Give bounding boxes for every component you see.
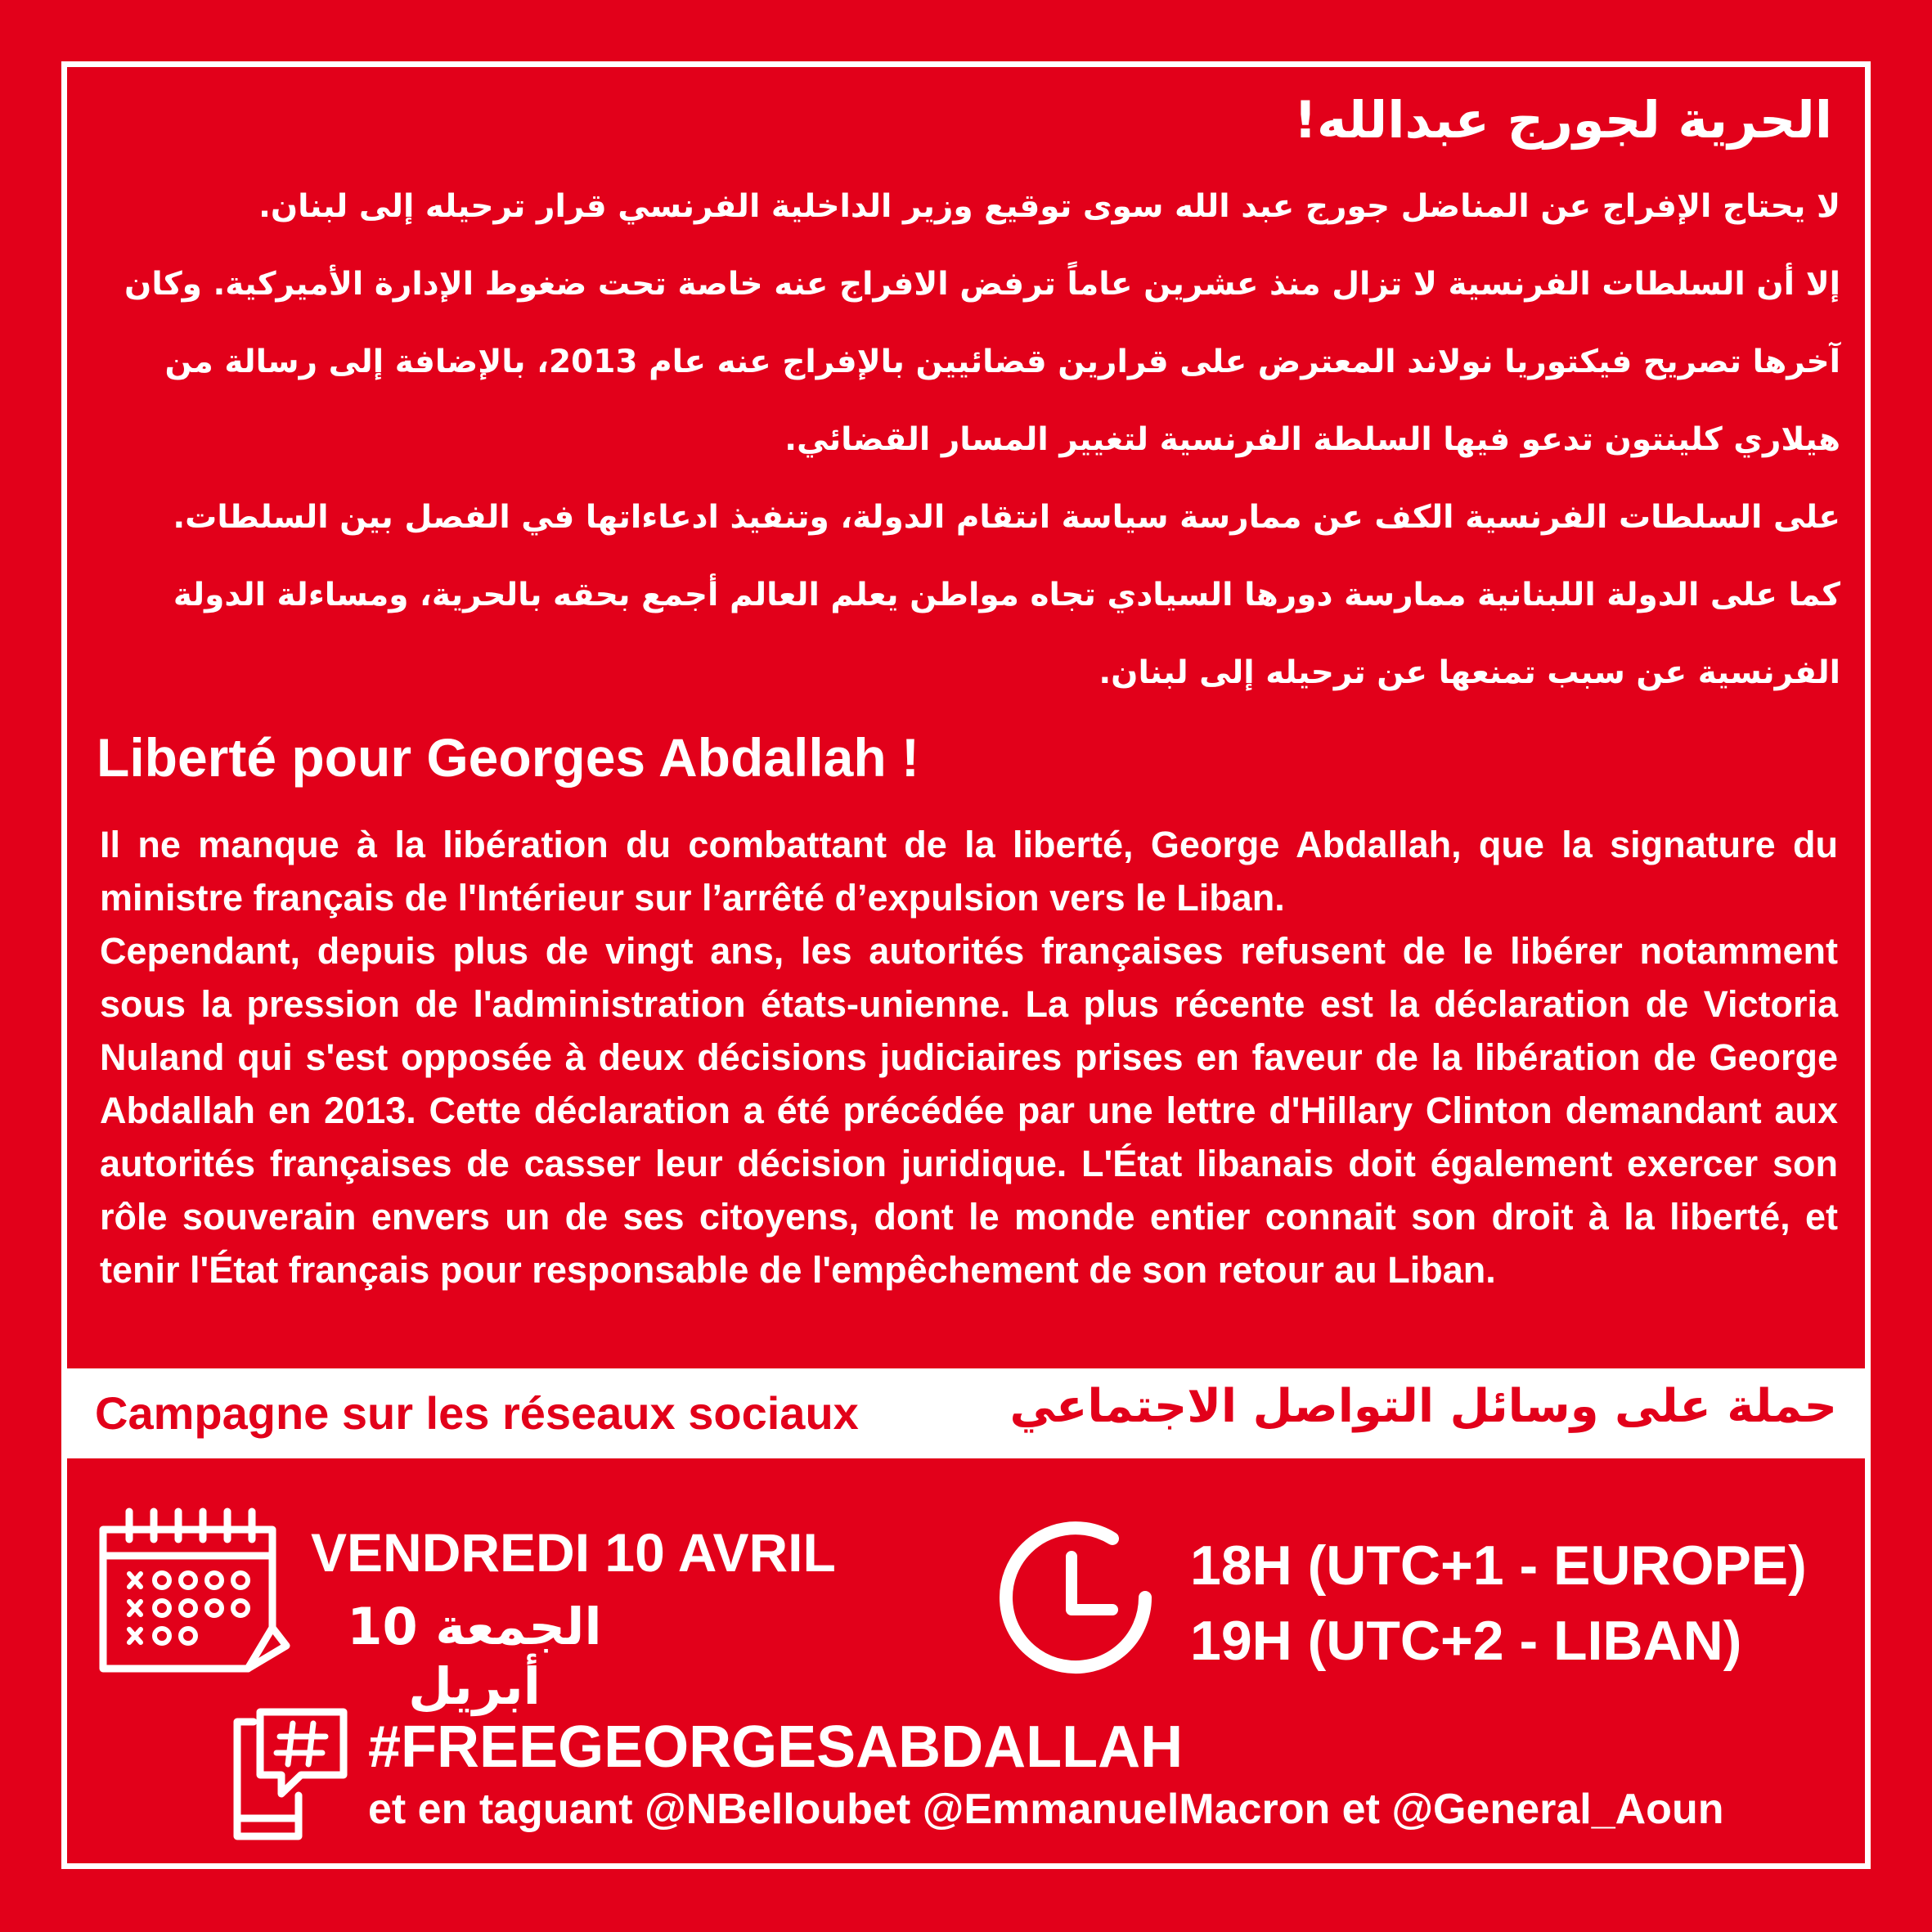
arabic-line: الفرنسية عن سبب تمنعها عن ترحيله إلى لبنان. <box>1099 654 1840 691</box>
event-date <box>311 1521 836 1716</box>
french-body <box>100 818 1838 1296</box>
arabic-line: هيلاري كلينتون تدعو فيها السلطة الفرنسية لتغيير المسار القضائي. <box>784 421 1840 458</box>
french-paragraph-1: Il ne manque à la libération du combattant de la liberté, George Abdallah, que la signature du ministre français de l'Intérieur sur l’arrêté d’expulsion vers le Liban. <box>100 824 1838 919</box>
campaign-label-fr: Campagne sur les réseaux sociaux <box>95 1387 859 1439</box>
arabic-line: إلا أن السلطات الفرنسية لا تزال منذ عشرين عاماً ترفض الافراج عنه خاصة تحت ضغوط الإدارة الأميركية. وكان <box>124 266 1840 303</box>
campaign-label-ar: حملة على وسائل التواصل الاجتماعي <box>1009 1380 1837 1433</box>
clock-icon <box>990 1512 1161 1683</box>
campaign-band <box>67 1368 1865 1458</box>
time-liban: 19H (UTC+2 - LIBAN) <box>1190 1610 1742 1672</box>
french-title: Liberté pour Georges Abdallah ! <box>97 727 920 788</box>
arabic-section <box>115 90 1840 712</box>
campaign-hashtag: #FREEGEORGESABDALLAH <box>368 1714 1184 1780</box>
phone-hashtag-icon <box>229 1705 352 1844</box>
calendar-icon <box>97 1505 293 1677</box>
french-paragraph-2: Cependant, depuis plus de vingt ans, les autorités françaises refusent de le libérer notamment sous la pression de l'administration états-unienne. La plus récente est la déclaration de Victoria Nuland qui s'est opposée à deux décisions judiciaires prises en faveur de la libération de George Abdallah en 2013. Cette déclaration a été précédée par une lettre d'Hillary Clinton demandant aux autorités françaises de casser leur décision juridique. L'État libanais doit également exercer son rôle souverain envers un de ses citoyens, dont le monde entier connait son droit à la liberté, et tenir l'État français pour responsable de l'empêchement de son retour au Liban. <box>100 930 1838 1291</box>
arabic-line: كما على الدولة اللبنانية ممارسة دورها السيادي تجاه مواطن يعلم العالم أجمع بحقه بالحرية، ومساءلة الدولة <box>173 577 1840 613</box>
event-date-fr: VENDREDI 10 AVRIL <box>311 1522 836 1583</box>
arabic-line: آخرها تصريح فيكتوريا نولاند المعترض على قرارين قضائيين بالإفراج عنه عام 2013، بالإضافة إلى رسالة من <box>164 344 1840 380</box>
time-europe: 18H (UTC+1 - EUROPE) <box>1190 1534 1807 1597</box>
arabic-title: الحرية لجورج عبدالله! <box>1293 90 1832 150</box>
campaign-tagline: et en taguant @NBelloubet @EmmanuelMacron et @General_Aoun <box>368 1786 1724 1833</box>
event-date-ar: الجمعة 10 أبريل <box>347 1597 602 1716</box>
event-times <box>1190 1528 1807 1678</box>
arabic-line: لا يحتاج الإفراج عن المناضل جورج عبد الله سوى توقيع وزير الداخلية الفرنسي قرار ترحيله إلى لبنان. <box>258 188 1840 225</box>
arabic-line: على السلطات الفرنسية الكف عن ممارسة سياسة انتقام الدولة، وتنفيذ ادعاءاتها في الفصل بين السلطات. <box>173 499 1840 536</box>
